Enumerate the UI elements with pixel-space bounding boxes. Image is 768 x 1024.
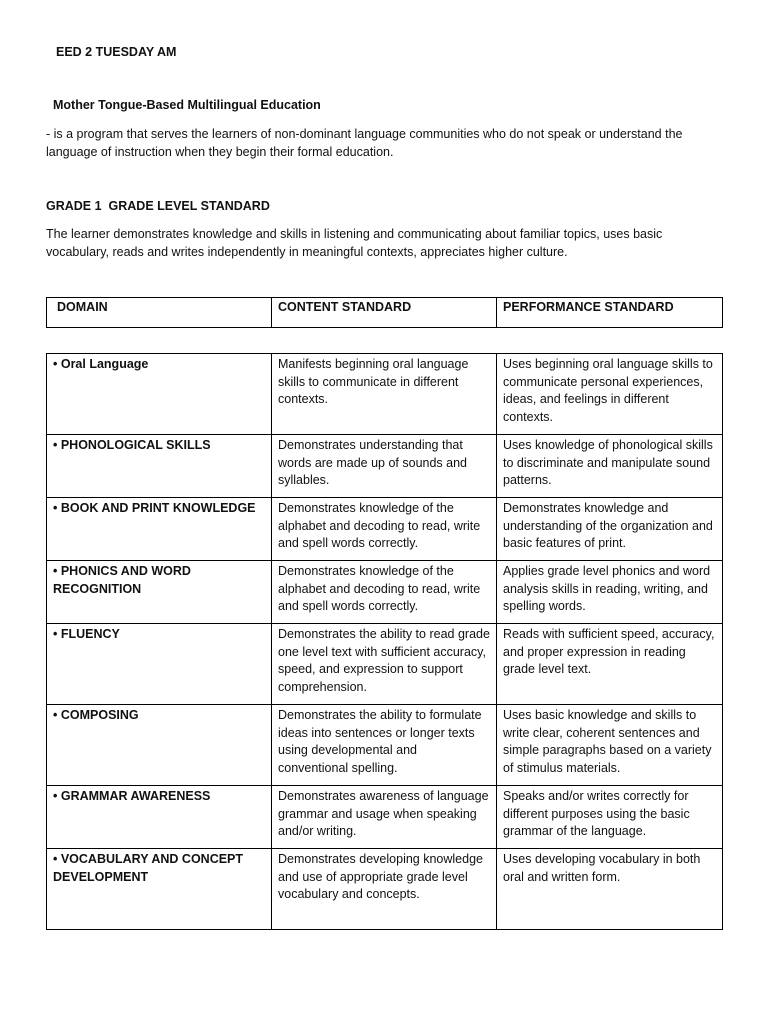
standards-table: [46, 353, 723, 930]
domain-cell: • GRAMMAR AWARENESS: [47, 786, 272, 849]
domain-cell: • FLUENCY: [47, 624, 272, 705]
performance-standard-cell: Reads with sufficient speed, accuracy, and proper expression in reading grade level text.: [497, 624, 723, 705]
domain-cell: • BOOK AND PRINT KNOWLEDGE: [47, 498, 272, 561]
performance-standard-cell: Uses knowledge of phonological skills to discriminate and manipulate sound patterns.: [497, 435, 723, 498]
content-standard-cell: Demonstrates understanding that words are made up of sounds and syllables.: [272, 435, 497, 498]
header-table: [46, 297, 723, 328]
column-header-performance-standard: PERFORMANCE STANDARD: [497, 298, 723, 328]
content-standard-cell: Demonstrates developing knowledge and use of appropriate grade level vocabulary and concepts.: [272, 849, 497, 930]
grade-standard-paragraph: The learner demonstrates knowledge and skills in listening and communicating about familiar topics, uses basic vocabulary, reads and writes independently in meaningful contexts, appreciates higher culture.: [46, 227, 663, 259]
domain-cell: • PHONOLOGICAL SKILLS: [47, 435, 272, 498]
domain-cell: • Oral Language: [47, 354, 272, 435]
course-line: EED 2 TUESDAY AM: [56, 45, 177, 59]
performance-standard-cell: Applies grade level phonics and word analysis skills in reading, writing, and spelling words.: [497, 561, 723, 624]
performance-standard-cell: Uses basic knowledge and skills to write clear, coherent sentences and simple paragraphs based on a variety of stimulus materials.: [497, 705, 723, 786]
table-row: [47, 435, 723, 498]
content-standard-cell: Demonstrates the ability to formulate ideas into sentences or longer texts using developmental and conventional spelling.: [272, 705, 497, 786]
domain-cell: • VOCABULARY AND CONCEPT DEVELOPMENT: [47, 849, 272, 930]
table-row: [47, 849, 723, 930]
domain-cell: • PHONICS AND WORD RECOGNITION: [47, 561, 272, 624]
header-row: [47, 298, 723, 328]
performance-standard-cell: Demonstrates knowledge and understanding of the organization and basic features of print.: [497, 498, 723, 561]
table-row: [47, 561, 723, 624]
domain-cell: • COMPOSING: [47, 705, 272, 786]
page-title: Mother Tongue-Based Multilingual Education: [53, 98, 321, 112]
content-standard-cell: Manifests beginning oral language skills to communicate in different contexts.: [272, 354, 497, 435]
column-header-content-standard: CONTENT STANDARD: [272, 298, 497, 328]
performance-standard-cell: Uses beginning oral language skills to communicate personal experiences, ideas, and feelings in different contexts.: [497, 354, 723, 435]
table-row: [47, 705, 723, 786]
performance-standard-cell: Uses developing vocabulary in both oral and written form.: [497, 849, 723, 930]
performance-standard-cell: Speaks and/or writes correctly for different purposes using the basic grammar of the language.: [497, 786, 723, 849]
table-row: [47, 354, 723, 435]
content-standard-cell: Demonstrates knowledge of the alphabet and decoding to read, write and spell words correctly.: [272, 498, 497, 561]
table-row: [47, 624, 723, 705]
table-row: [47, 498, 723, 561]
column-header-domain: DOMAIN: [47, 298, 272, 328]
definition-paragraph: - is a program that serves the learners of non-dominant language communities who do not speak or understand the language of instruction when they begin their formal education.: [46, 127, 683, 159]
grade-level-heading: GRADE 1 GRADE LEVEL STANDARD: [46, 199, 270, 213]
table-row: [47, 786, 723, 849]
content-standard-cell: Demonstrates awareness of language grammar and usage when speaking and/or writing.: [272, 786, 497, 849]
content-standard-cell: Demonstrates knowledge of the alphabet and decoding to read, write and spell words correctly.: [272, 561, 497, 624]
content-standard-cell: Demonstrates the ability to read grade one level text with sufficient accuracy, speed, and expression to support comprehension.: [272, 624, 497, 705]
